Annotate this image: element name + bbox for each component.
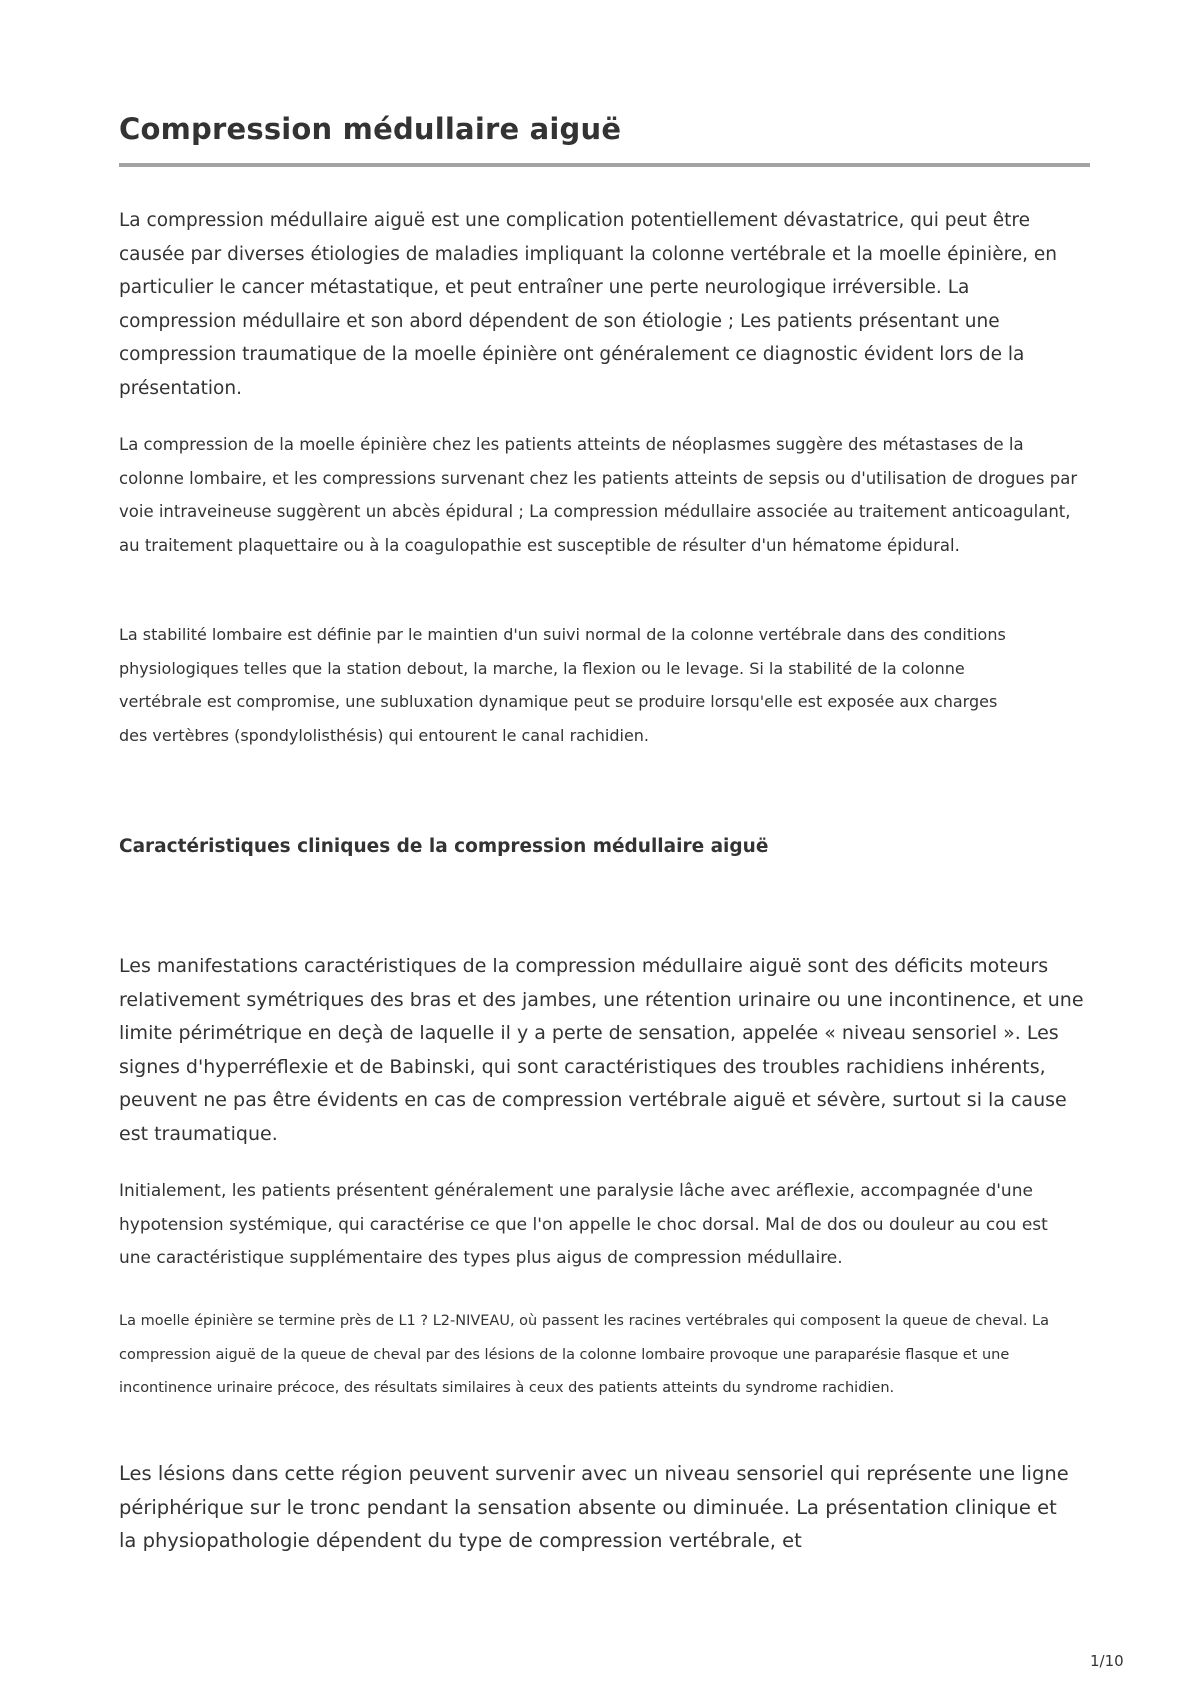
paragraph-spinal-shock: Initialement, les patients présentent généralement une paralysie lâche avec aréflexie, accompagnée d'une hypotension systémique, qui caractérise ce que l'on appelle le choc dorsal. Mal de dos ou douleur au cou est une caractéristique supplémentaire des types plus aigus de compression médullaire.	[119, 1181, 1048, 1268]
paragraph-intro: La compression médullaire aiguë est une complication potentiellement dévastatrice, qui peut être causée par diverses étiologies de maladies impliquant la colonne vertébrale et la moelle épinière, en particulier le cancer métastatique, et peut entraîner une perte neurologique irréversible. La compression médullaire et son abord dépendent de son étiologie ; Les patients présentant une compression traumatique de la moelle épinière ont généralement ce diagnostic évident lors de la présentation.	[119, 210, 1058, 399]
paragraph-manifestations: Les manifestations caractéristiques de la compression médullaire aiguë sont des déficits moteurs relativement symétriques des bras et des jambes, une rétention urinaire ou une incontinence, et une limite périmétrique en deçà de laquelle il y a perte de sensation, appelée « niveau sensoriel ». Les signes d'hyperréflexie et de Babinski, qui sont caractéristiques des troubles rachidiens inhérents, peuvent ne pas être évidents en cas de compression vertébrale aiguë et sévère, surtout si la cause est traumatique.	[119, 955, 1084, 1145]
section-heading: Caractéristiques cliniques de la compression médullaire aiguë	[119, 836, 769, 857]
paragraph-cauda-equina: La moelle épinière se termine près de L1 ? L2-NIVEAU, où passent les racines vertébrales qui composent la queue de cheval. La compression aiguë de la queue de cheval par des lésions de la colonne lombaire provoque une paraparésie flasque et une incontinence urinaire précoce, des résultats similaires à ceux des patients atteints du syndrome rachidien.	[119, 1313, 1050, 1396]
paragraph-neoplasm: La compression de la moelle épinière chez les patients atteints de néoplasmes suggère des métastases de la colonne lombaire, et les compressions survenant chez les patients atteints de sepsis ou d'utilisation de drogues par voie intraveineuse suggèrent un abcès épidural ; La compression médullaire associée au traitement anticoagulant, au traitement plaquettaire ou à la coagulopathie est susceptible de résulter d'un hématome épidural.	[119, 435, 1078, 555]
paragraph-sensory-level: Les lésions dans cette région peuvent survenir avec un niveau sensoriel qui représente une ligne périphérique sur le tronc pendant la sensation absente ou diminuée. La présentation clinique et la physiopathologie dépendent du type de compression vertébrale, et	[119, 1462, 1069, 1552]
paragraph-stability: La stabilité lombaire est définie par le maintien d'un suivi normal de la colonne vertébrale dans des conditions physiologiques telles que la station debout, la marche, la flexion ou le levage. Si la stabilité de la colonne vertébrale est compromise, une subluxation dynamique peut se produire lorsqu'elle est exposée aux charges des vertèbres (spondylolisthésis) qui entourent le canal rachidien.	[119, 625, 1006, 745]
title-divider	[119, 163, 1090, 167]
page-number: 1/10	[1090, 1652, 1124, 1670]
page-title: Compression médullaire aiguë	[119, 112, 622, 146]
